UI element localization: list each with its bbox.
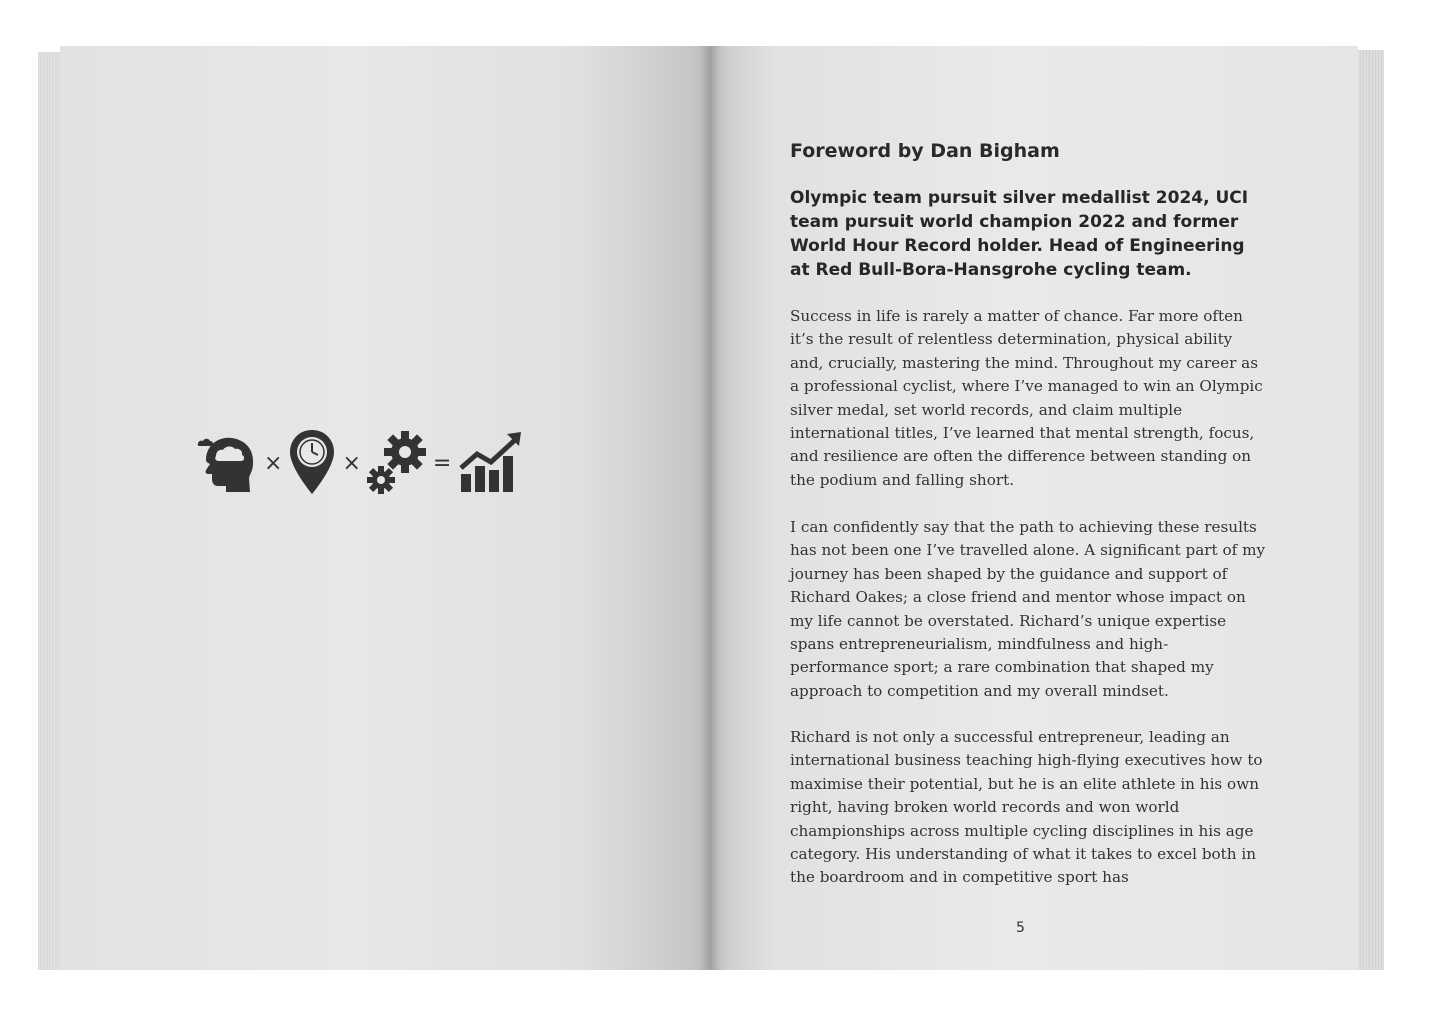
location-clock-icon [288, 428, 336, 498]
author-credentials: Olympic team pursuit silver medallist 2024, UCI team pursuit world champion 2022 and former World Hour Record holder. Head of Engineering at Red Bull-Bora-Hansgrohe cycling team. [790, 188, 1249, 280]
body-paragraph-1: Success in life is rarely a matter of chance. Far more often it’s the result of relentless determination, physical ability and, crucially, mastering the mind. Throughout my career as a professional cyclist, where I’ve managed to win an Olympic silver medal, set world records, and claim multiple international titles, I’ve learned that mental strength, focus, and resilience are often the difference between standing on the podium and falling short. [790, 307, 1263, 489]
body-paragraph-2: I can confidently say that the path to achieving these results has not been one I’ve travelled alone. A significant part of my journey has been shaped by the guidance and support of Richard Oakes; a close friend and mentor whose impact on my life cannot be overstated. Richard’s unique expertise spans entrepreneurialism, mindfulness and high-performance sport; a rare combination that shaped my approach to competition and my overall mindset. [790, 518, 1266, 700]
multiply-operator-1: × [264, 450, 283, 476]
right-page-edges [1354, 50, 1384, 970]
left-page [60, 46, 710, 970]
growth-chart-icon [457, 430, 523, 496]
body-paragraph-3: Richard is not only a successful entrepreneur, leading an international business teaching high-flying executives how to maximise their potential, but he is an elite athlete in his own right, having broken world records and won world championships across multiple cycling disciplines in his age category. His understanding of what it takes to excel both in the boardroom and in competitive sport has [790, 728, 1263, 887]
multiply-operator-2: × [342, 450, 361, 476]
page-number: 5 [1016, 920, 1025, 936]
gears-icon [367, 430, 427, 496]
foreword-heading: Foreword by Dan Bigham [790, 140, 1060, 162]
head-cloud-icon [192, 430, 258, 496]
book-gutter [700, 46, 720, 970]
equals-operator: = [432, 450, 452, 476]
success-equation [192, 428, 552, 498]
